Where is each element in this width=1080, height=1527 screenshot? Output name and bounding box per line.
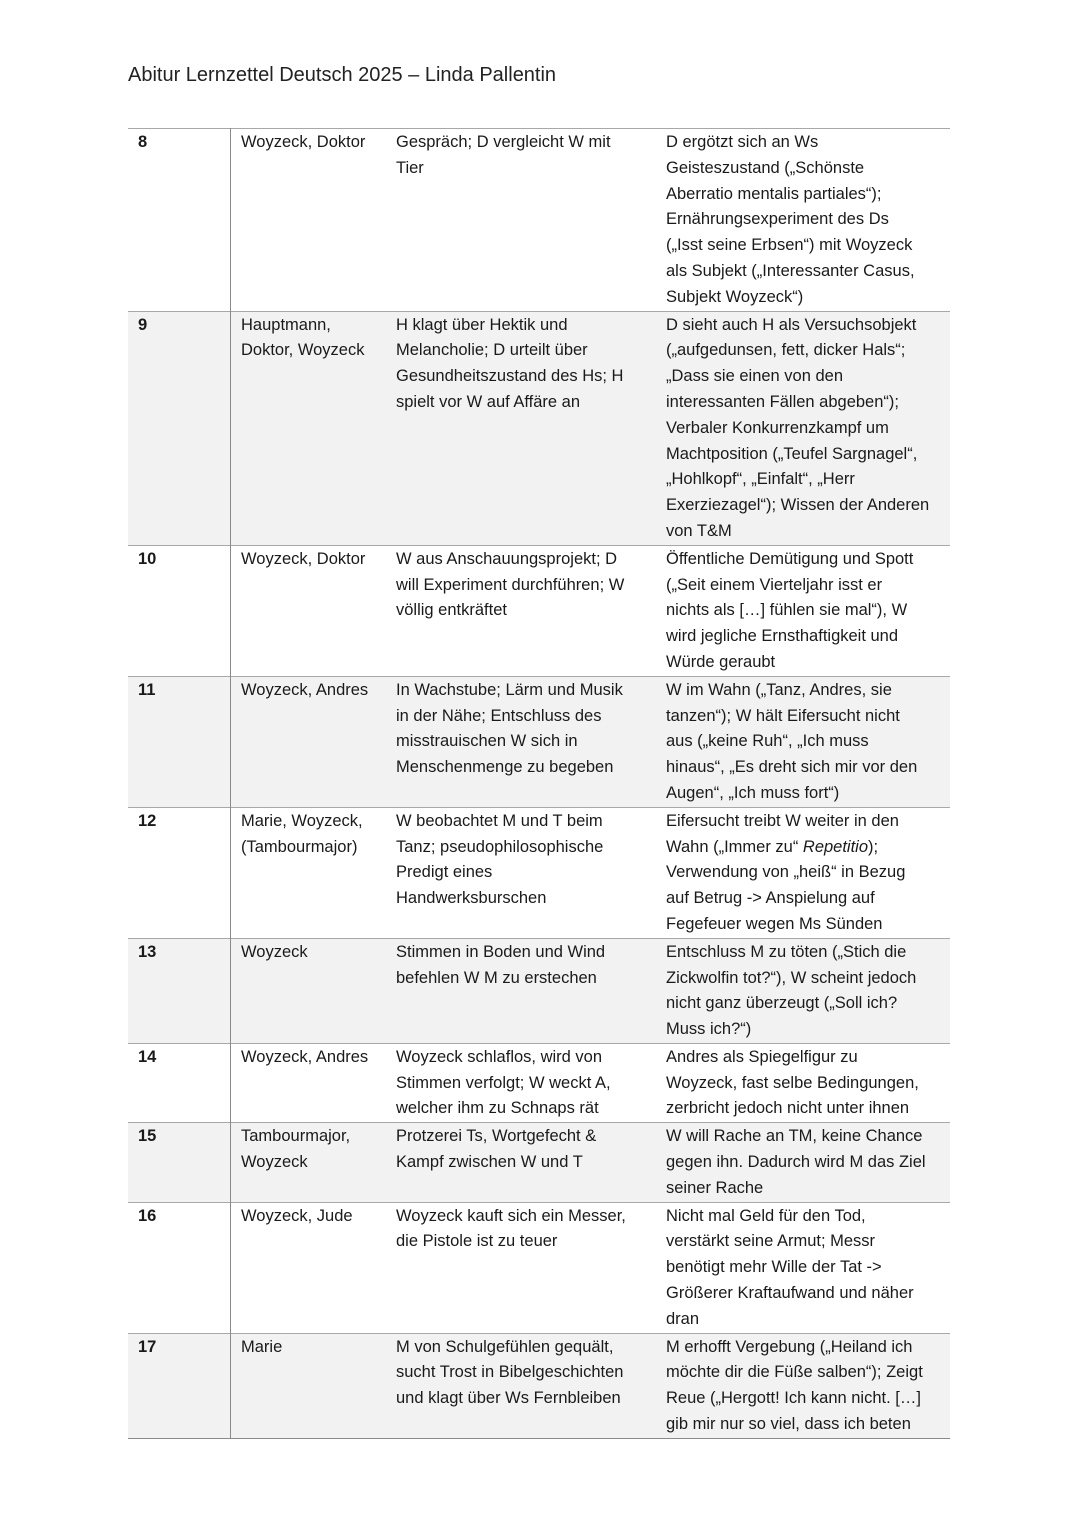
scene-number: 11 xyxy=(128,676,231,807)
page-header: Abitur Lernzettel Deutsch 2025 – Linda Pallentin xyxy=(128,64,557,86)
scene-content: In Wachstube; Lärm und Musik in der Nähe; Entschluss des misstrauischen W sich in Menschenmenge zu begeben xyxy=(386,676,656,807)
scene-content: M von Schulgefühlen gequält, sucht Trost in Bibelgeschichten und klagt über Ws Fernbleiben xyxy=(386,1333,656,1438)
table-row xyxy=(128,938,950,1043)
scene-analysis: Andres als Spiegelfigur zu Woyzeck, fast selbe Bedingungen, zerbricht jedoch nicht unter ihnen xyxy=(656,1043,950,1122)
table-row xyxy=(128,1123,950,1202)
analysis-text: ); Verwendung von „heiß“ in Bezug auf Betrug -> Anspielung auf Fegefeuer wegen Ms Sünden xyxy=(666,837,906,933)
scene-content: W beobachtet M und T beim Tanz; pseudophilosophische Predigt eines Handwerksburschen xyxy=(386,807,656,938)
scene-persons: Woyzeck, Jude xyxy=(231,1202,387,1333)
scene-persons: Hauptmann, Doktor, Woyzeck xyxy=(231,311,387,545)
scene-persons: Woyzeck xyxy=(231,938,387,1043)
scene-analysis: D ergötzt sich an Ws Geisteszustand („Schönste Aberratio mentalis partiales“); Ernährungsexperiment des Ds („Isst seine Erbsen“) mit Woyzeck als Subjekt („Interessanter Casus, Subjekt Woyzeck“) xyxy=(656,129,950,312)
scene-persons: Woyzeck, Doktor xyxy=(231,545,387,676)
scene-number: 15 xyxy=(128,1123,231,1202)
scene-number: 12 xyxy=(128,807,231,938)
scene-persons: Marie xyxy=(231,1333,387,1438)
scene-number: 9 xyxy=(128,311,231,545)
scene-number: 16 xyxy=(128,1202,231,1333)
scene-persons: Woyzeck, Andres xyxy=(231,1043,387,1122)
scene-analysis: W will Rache an TM, keine Chance gegen ihn. Dadurch wird M das Ziel seiner Rache xyxy=(656,1123,950,1202)
scene-analysis: M erhofft Vergebung („Heiland ich möchte dir die Füße salben“); Zeigt Reue („Hergott! Ich kann nicht. […] gib mir nur so viel, dass ich beten xyxy=(656,1333,950,1438)
scene-number: 10 xyxy=(128,545,231,676)
scene-content: W aus Anschauungsprojekt; D will Experiment durchführen; W völlig entkräftet xyxy=(386,545,656,676)
table-row xyxy=(128,1043,950,1122)
analysis-text: Eifersucht treibt W weiter in den Wahn („Immer zu“ xyxy=(666,811,899,856)
table-row xyxy=(128,676,950,807)
table-row xyxy=(128,807,950,938)
scene-number: 14 xyxy=(128,1043,231,1122)
scene-table xyxy=(128,128,950,1439)
table-row xyxy=(128,545,950,676)
scene-number: 13 xyxy=(128,938,231,1043)
scene-content: Woyzeck kauft sich ein Messer, die Pistole ist zu teuer xyxy=(386,1202,656,1333)
scene-analysis xyxy=(656,807,950,938)
scene-analysis: Öffentliche Demütigung und Spott („Seit einem Vierteljahr isst er nichts als […] fühlen sie mal“), W wird jegliche Ernsthaftigkeit und Würde geraubt xyxy=(656,545,950,676)
table-row xyxy=(128,1333,950,1438)
scene-persons: Marie, Woyzeck, (Tambourmajor) xyxy=(231,807,387,938)
scene-content: Woyzeck schlaflos, wird von Stimmen verfolgt; W weckt A, welcher ihm zu Schnaps rät xyxy=(386,1043,656,1122)
scene-number: 17 xyxy=(128,1333,231,1438)
scene-persons: Tambourmajor, Woyzeck xyxy=(231,1123,387,1202)
scene-content: Stimmen in Boden und Wind befehlen W M zu erstechen xyxy=(386,938,656,1043)
scene-persons: Woyzeck, Andres xyxy=(231,676,387,807)
table-row xyxy=(128,129,950,312)
table-row xyxy=(128,311,950,545)
scene-persons: Woyzeck, Doktor xyxy=(231,129,387,312)
scene-analysis: W im Wahn („Tanz, Andres, sie tanzen“); W hält Eifersucht nicht aus („keine Ruh“, „Ich muss hinaus“, „Es dreht sich mir vor den Augen“, „Ich muss fort“) xyxy=(656,676,950,807)
scene-content: Gespräch; D vergleicht W mit Tier xyxy=(386,129,656,312)
scene-content: Protzerei Ts, Wortgefecht & Kampf zwischen W und T xyxy=(386,1123,656,1202)
table-row xyxy=(128,1202,950,1333)
scene-number: 8 xyxy=(128,129,231,312)
scene-analysis: Nicht mal Geld für den Tod, verstärkt seine Armut; Messr benötigt mehr Wille der Tat -> Größerer Kraftaufwand und näher dran xyxy=(656,1202,950,1333)
scene-content: H klagt über Hektik und Melancholie; D urteilt über Gesundheitszustand des Hs; H spielt vor W auf Affäre an xyxy=(386,311,656,545)
scene-analysis: D sieht auch H als Versuchsobjekt („aufgedunsen, fett, dicker Hals“; „Dass sie einen von den interessanten Fällen abgeben“); Verbaler Konkurrenzkampf um Machtposition („Teufel Sargnagel“, „Hohlkopf“, „Einfalt“, „Herr Exerziezagel“); Wissen der Anderen von T&M xyxy=(656,311,950,545)
scene-analysis: Entschluss M zu töten („Stich die Zickwolfin tot?“), W scheint jedoch nicht ganz überzeugt („Soll ich? Muss ich?“) xyxy=(656,938,950,1043)
italic-term: Repetitio xyxy=(802,837,869,856)
